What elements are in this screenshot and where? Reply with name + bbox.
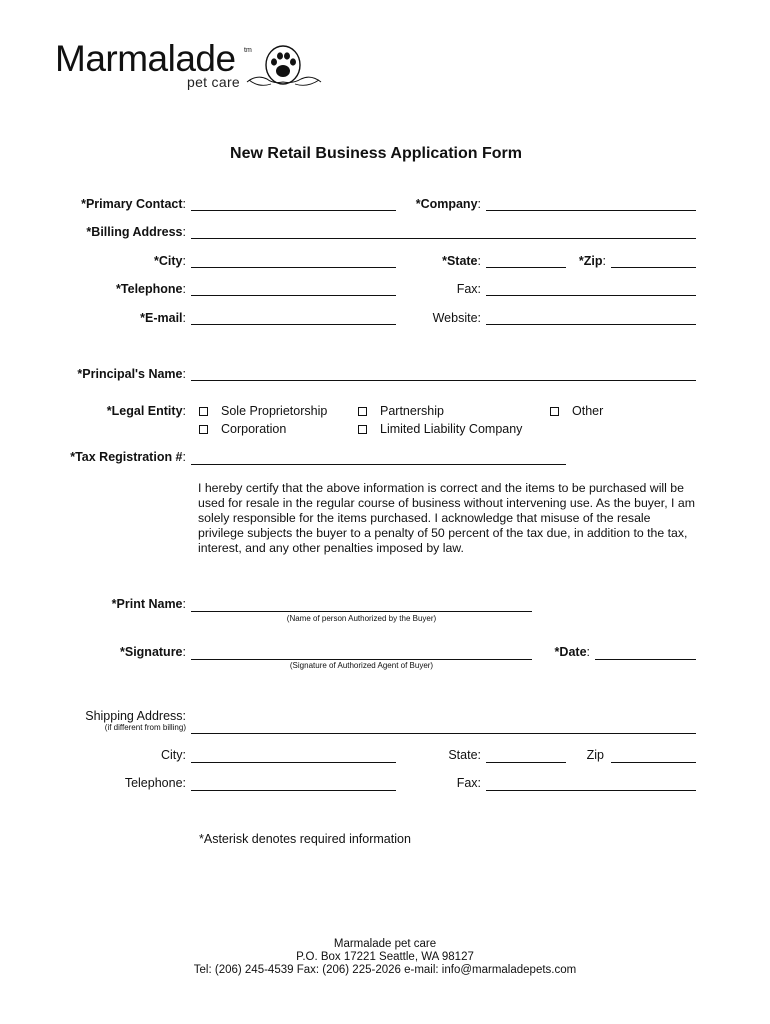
signature-field[interactable] — [191, 659, 532, 660]
logo-subtitle: pet care — [187, 74, 240, 90]
billing-address-label: *Billing Address: — [86, 225, 186, 239]
other-label: Other — [572, 404, 604, 418]
shipping-state-field[interactable] — [486, 762, 566, 763]
logo-trademark: tm — [244, 47, 252, 54]
zip-label: *Zip: — [578, 254, 606, 268]
company-field[interactable] — [486, 210, 696, 211]
shipping-address-field[interactable] — [191, 733, 696, 734]
company-label: *Company: — [415, 197, 481, 211]
logo-wordmark: Marmalade — [55, 38, 236, 79]
footer-address: P.O. Box 17221 Seattle, WA 98127 — [296, 951, 474, 963]
fax-label: Fax: — [456, 282, 481, 296]
city-label: *City: — [154, 254, 186, 268]
partnership-checkbox[interactable] — [358, 407, 367, 416]
primary-contact-label: *Primary Contact: — [81, 197, 186, 211]
sole-proprietorship-label: Sole Proprietorship — [221, 404, 328, 418]
legal-entity-label: *Legal Entity: — [106, 404, 186, 418]
shipping-zip-label: Zip — [586, 748, 604, 762]
state-label: *State: — [442, 254, 481, 268]
required-note: *Asterisk denotes required information — [199, 832, 411, 846]
corporation-label: Corporation — [221, 422, 287, 436]
shipping-address-note: (if different from billing) — [104, 723, 186, 732]
telephone-field[interactable] — [191, 295, 396, 296]
email-label: *E-mail: — [140, 311, 186, 325]
shipping-fax-label: Fax: — [456, 776, 481, 790]
footer-contact: Tel: (206) 245-4539 Fax: (206) 225-2026 e-mail: info@marmaladepets.com — [193, 964, 577, 976]
shipping-telephone-label: Telephone: — [124, 776, 186, 790]
print-name-caption: (Name of person Authorized by the Buyer) — [286, 614, 437, 623]
shipping-fax-field[interactable] — [486, 790, 696, 791]
website-field[interactable] — [486, 324, 696, 325]
print-name-field[interactable] — [191, 611, 532, 612]
signature-label: *Signature: — [119, 645, 186, 659]
city-field[interactable] — [191, 267, 396, 268]
principal-name-label: *Principal's Name: — [77, 367, 186, 381]
date-field[interactable] — [595, 659, 696, 660]
website-label: Website: — [432, 311, 481, 325]
zip-field[interactable] — [611, 267, 696, 268]
llc-label: Limited Liability Company — [380, 422, 523, 436]
shipping-address-label: Shipping Address: — [85, 709, 186, 723]
llc-checkbox[interactable] — [358, 425, 367, 434]
principal-name-field[interactable] — [191, 380, 696, 381]
primary-contact-field[interactable] — [191, 210, 396, 211]
other-checkbox[interactable] — [550, 407, 559, 416]
shipping-city-label: City: — [161, 748, 186, 762]
state-field[interactable] — [486, 267, 566, 268]
telephone-label: *Telephone: — [116, 282, 186, 296]
corporation-checkbox[interactable] — [199, 425, 208, 434]
shipping-telephone-field[interactable] — [191, 790, 396, 791]
shipping-zip-field[interactable] — [611, 762, 696, 763]
shipping-city-field[interactable] — [191, 762, 396, 763]
partnership-label: Partnership — [380, 404, 444, 418]
billing-address-field[interactable] — [191, 238, 696, 239]
tax-registration-field[interactable] — [191, 464, 566, 465]
footer-company: Marmalade pet care — [333, 938, 437, 950]
shipping-state-label: State: — [448, 748, 481, 762]
tax-registration-label: *Tax Registration #: — [70, 450, 186, 464]
signature-caption: (Signature of Authorized Agent of Buyer) — [289, 661, 434, 670]
certification-text: I hereby certify that the above information is correct and the items to be purchased will be used for resale in the regular course of business without intervening use. As the buyer, I am solely responsible for the items purchased. I acknowledge that misuse of the resale privilege subjects the buyer to a penalty of 50 percent of the tax due, in addition to the tax, interest, and any other penalties imposed by law. — [198, 481, 695, 555]
fax-field[interactable] — [486, 295, 696, 296]
sole-proprietorship-checkbox[interactable] — [199, 407, 208, 416]
date-label: *Date: — [554, 645, 590, 659]
email-field[interactable] — [191, 324, 396, 325]
paw-cat-logo-icon — [243, 44, 323, 90]
print-name-label: *Print Name: — [111, 597, 186, 611]
form-title: New Retail Business Application Form — [230, 145, 522, 162]
